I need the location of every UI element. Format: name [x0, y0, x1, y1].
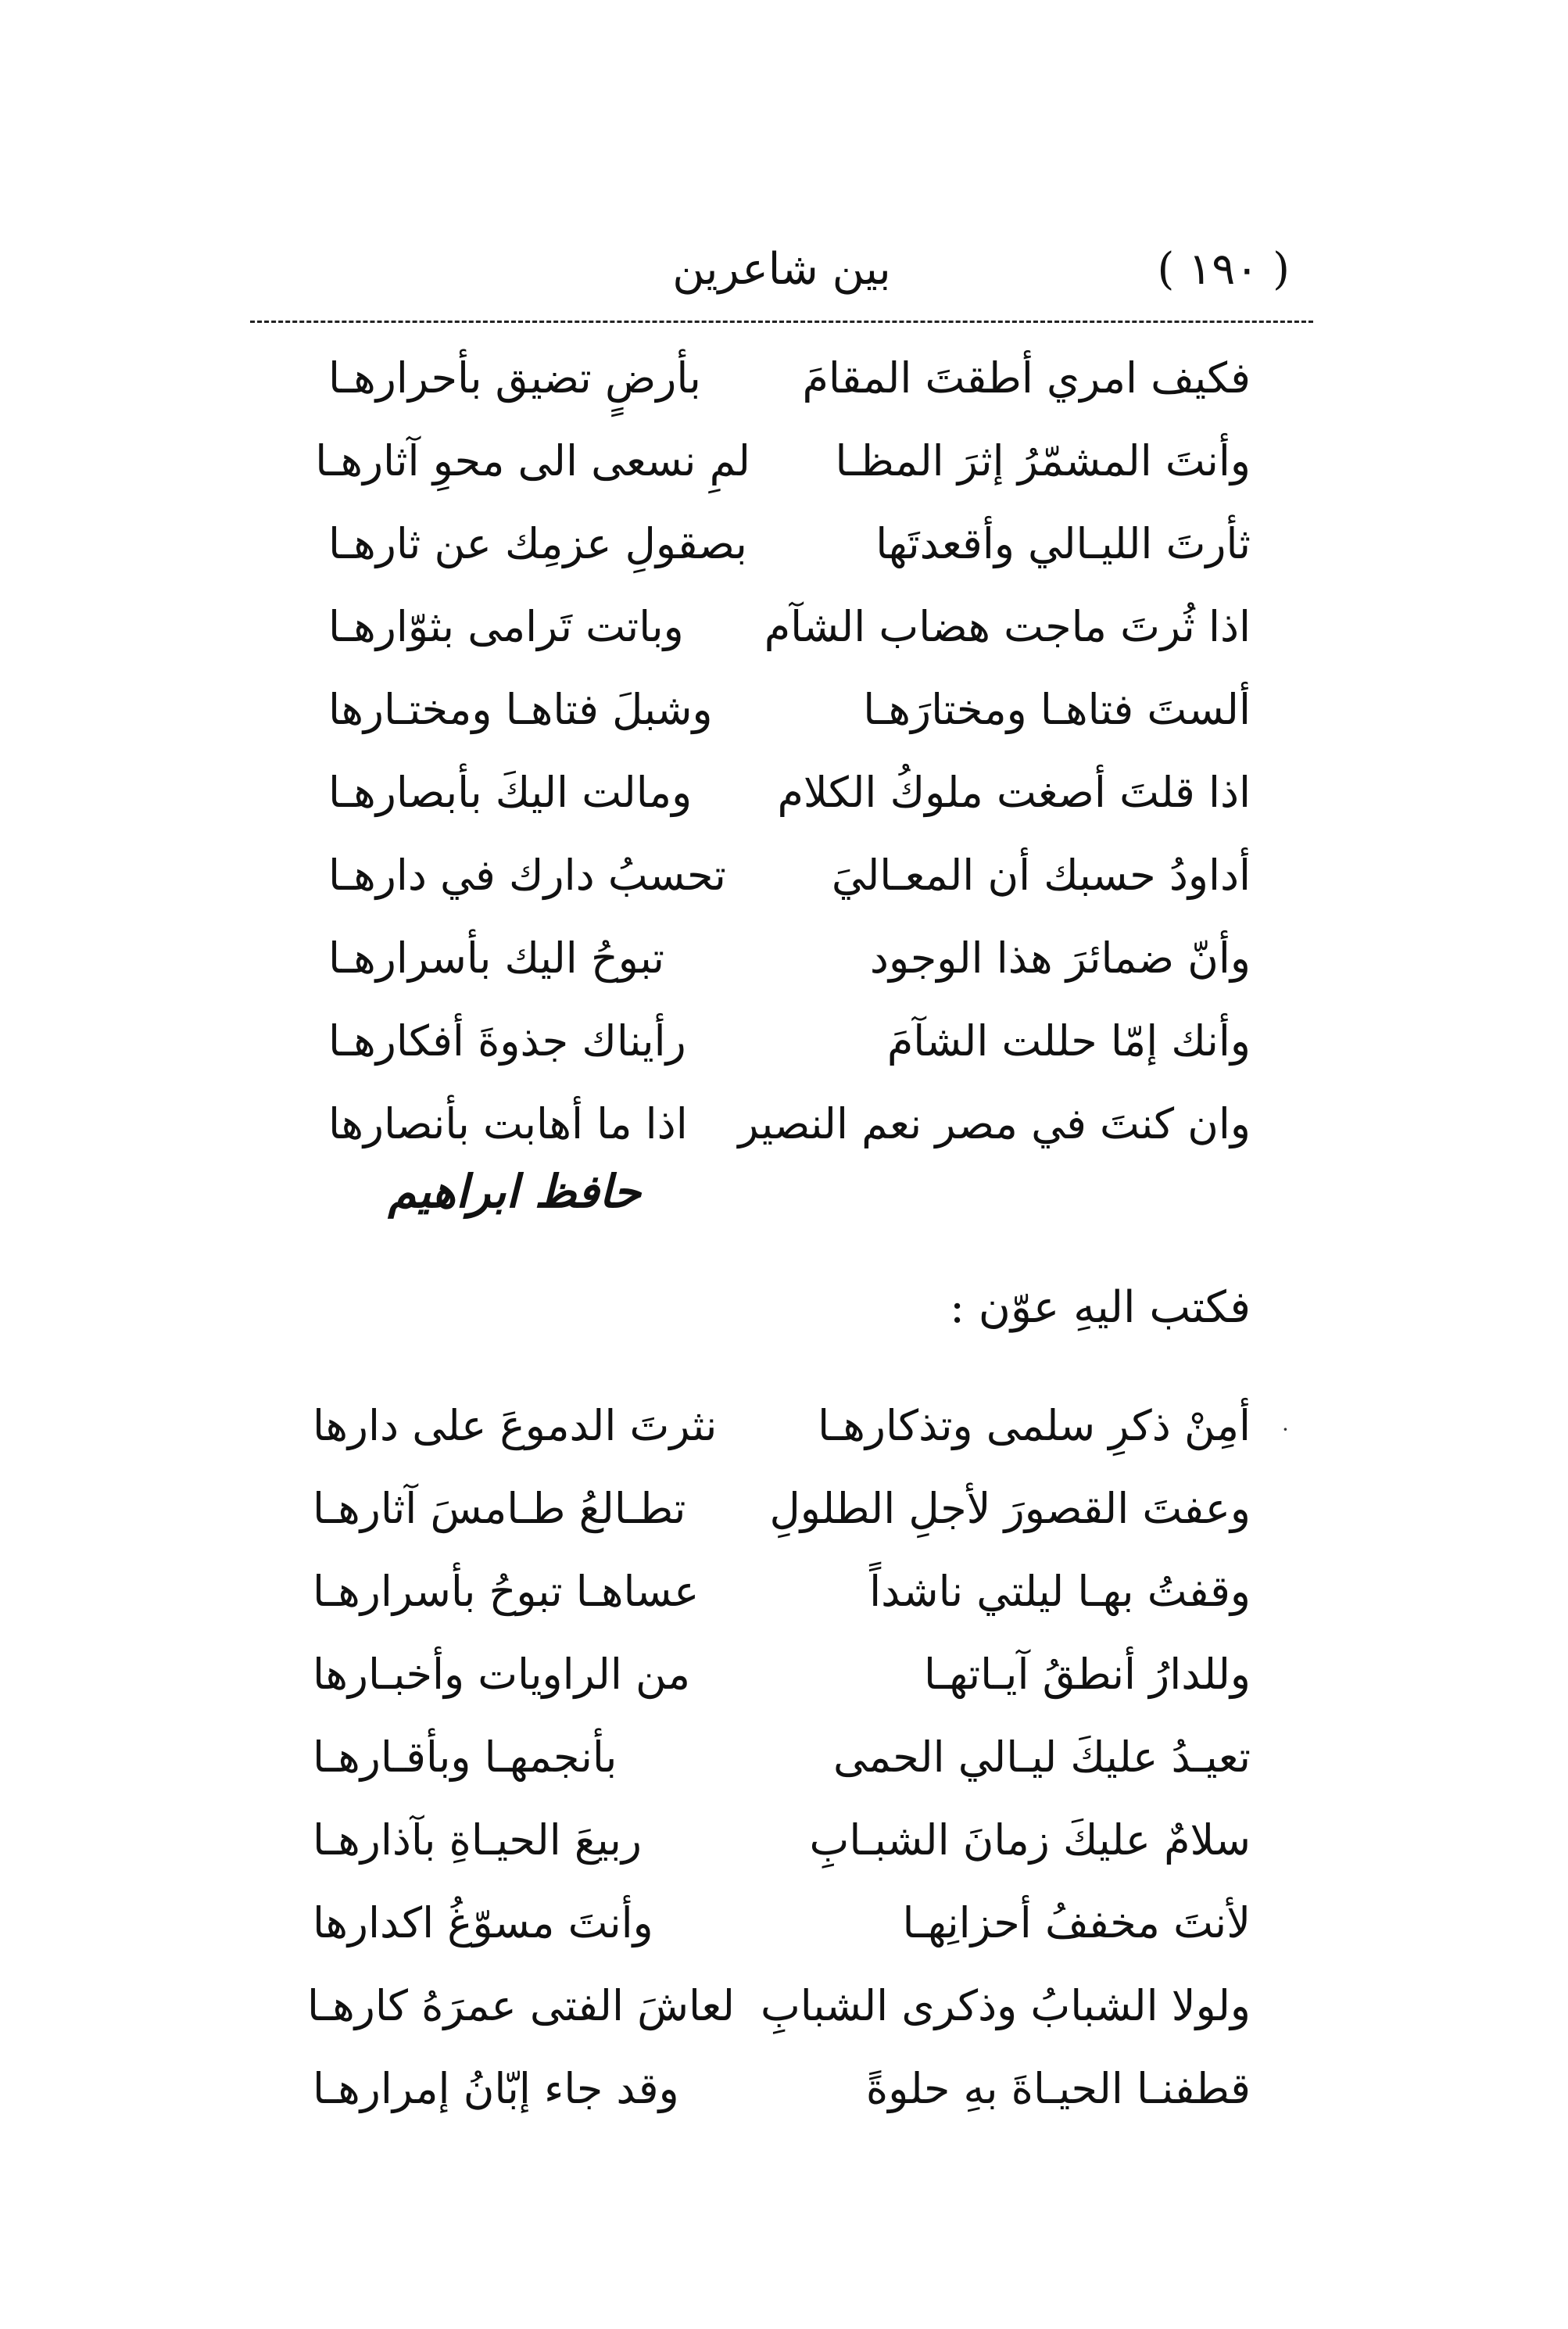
running-title: بين شاعرين [672, 244, 891, 295]
verse [315, 419, 1251, 502]
page-header [250, 235, 1313, 305]
verse-first-hemistich: اذا ثُرتَ ماجت هضاب الشآم [764, 601, 1251, 651]
verse-first-hemistich: لأنتَ مخففُ أحزانِهـا [902, 1897, 1251, 1947]
verse-second-hemistich: لعاشَ الفتى عمرَهُ كارهـا [307, 1980, 735, 2030]
verse [313, 1467, 1251, 1550]
verse [313, 1798, 1251, 1881]
margin-mark: · [1282, 1417, 1289, 1442]
verse [313, 1881, 1251, 1964]
header-rule [250, 321, 1313, 323]
verse-second-hemistich: نثرتَ الدموعَ على دارها [313, 1400, 718, 1450]
verse-first-hemistich: أمِنْ ذكرِ سلمى وتذكارهـا [818, 1400, 1251, 1450]
verse [328, 502, 1251, 585]
verse-second-hemistich: وقد جاء إبّانُ إمرارهـا [313, 2063, 679, 2113]
verse-second-hemistich: تحسبُ دارك في دارهـا [328, 850, 726, 900]
verse-first-hemistich: ولولا الشبابُ وذكرى الشبابِ [760, 1980, 1251, 2030]
verse-first-hemistich: وان كنتَ في مصر نعم النصير [738, 1098, 1251, 1148]
verse [328, 668, 1251, 751]
verse [313, 1632, 1251, 1715]
verse-second-hemistich: بأرضٍ تضيق بأحرارهـا [328, 353, 701, 403]
verse [328, 916, 1251, 999]
verse [328, 1082, 1251, 1165]
verse-second-hemistich: لمِ نسعى الى محوِ آثارهـا [315, 435, 750, 486]
verse-first-hemistich: سلامٌ عليكَ زمانَ الشبـابِ [809, 1815, 1251, 1865]
verse-first-hemistich: وقفتُ بهـا ليلتي ناشداً [869, 1566, 1251, 1616]
verse-first-hemistich: وللدارُ أنطقُ آيـاتهـا [923, 1649, 1251, 1699]
verse-second-hemistich: من الراويات وأخبـارها [313, 1649, 691, 1699]
verse [313, 2047, 1251, 2130]
poem-hafiz [315, 336, 1251, 1165]
poet-signature: حافظ ابراهيم [388, 1165, 641, 1218]
verse-second-hemistich: تطـالعُ طـامسَ آثارهـا [313, 1483, 686, 1533]
verse-second-hemistich: بأنجمهـا وبأقـارهـا [313, 1732, 618, 1782]
verse-first-hemistich: فكيف امري أطقتَ المقامَ [802, 353, 1251, 403]
page-number: ( ١٩٠ ) [1157, 244, 1290, 295]
verse-first-hemistich: ثأرتَ الليـالي وأقعدتَها [875, 518, 1251, 568]
verse-second-hemistich: ومالت اليكَ بأبصارهـا [328, 767, 693, 817]
verse-second-hemistich: عساهـا تبوحُ بأسرارهـا [313, 1566, 700, 1616]
verse [328, 336, 1251, 419]
verse-second-hemistich: تبوحُ اليك بأسرارهـا [328, 933, 665, 983]
verse [328, 833, 1251, 916]
verse [313, 1550, 1251, 1632]
verse-first-hemistich: أداودُ حسبك أن المعـاليَ [831, 850, 1251, 900]
verse [328, 585, 1251, 668]
verse-first-hemistich: وأنتَ المشمّرُ إثرَ المظـا [835, 435, 1251, 486]
verse-first-hemistich: اذا قلتَ أصغت ملوكُ الكلام [777, 767, 1251, 817]
verse-first-hemistich: وعفتَ القصورَ لأجلِ الطلولِ [769, 1483, 1251, 1533]
verse-second-hemistich: وأنتَ مسوّغُ اكدارها [313, 1897, 653, 1947]
verse-first-hemistich: تعيـدُ عليكَ ليـالي الحمى [833, 1732, 1251, 1782]
verse-second-hemistich: رأيناك جذوةَ أفكارهـا [328, 1016, 686, 1066]
verse [328, 999, 1251, 1082]
verse-first-hemistich: ألستَ فتاهـا ومختارَهـا [863, 684, 1251, 734]
verse [313, 1715, 1251, 1798]
verse [313, 1384, 1251, 1467]
verse-first-hemistich: قطفنـا الحيـاةَ بهِ حلوةً [865, 2063, 1251, 2113]
verse-first-hemistich: وأنك إمّا حللت الشآمَ [886, 1016, 1251, 1066]
verse-second-hemistich: بصقولِ عزمِك عن ثارهـا [328, 518, 747, 568]
verse [328, 751, 1251, 833]
verse-second-hemistich: ربيعَ الحيـاةِ بآذارهـا [313, 1815, 643, 1865]
intro-line: فكتب اليهِ عوّن : [950, 1282, 1251, 1333]
verse-second-hemistich: اذا ما أهابت بأنصارها [328, 1098, 688, 1148]
verse-first-hemistich: وأنّ ضمائرَ هذا الوجود [869, 933, 1251, 983]
verse-second-hemistich: وباتت تَرامى بثوّارهـا [328, 601, 684, 651]
verse [307, 1964, 1251, 2047]
verse-second-hemistich: وشبلَ فتاهـا ومختـارها [328, 684, 713, 734]
poem-reply [307, 1384, 1251, 2130]
